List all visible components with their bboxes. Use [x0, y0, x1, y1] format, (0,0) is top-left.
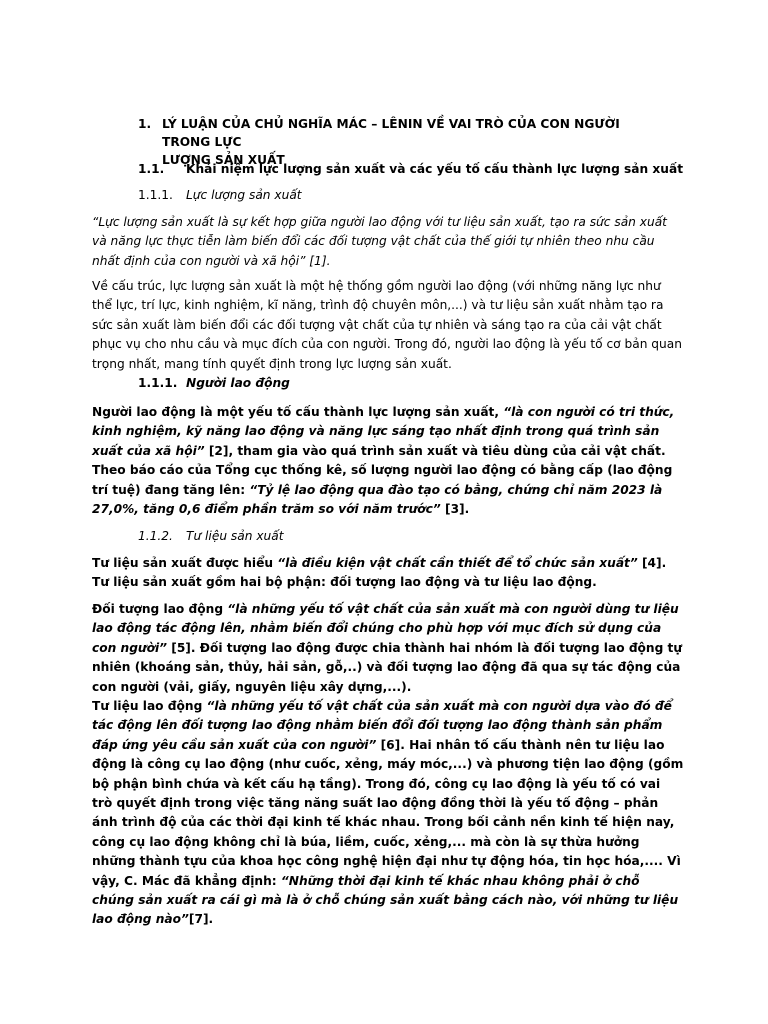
- quote-run: “là những yếu tố vật chất của sản xuất mà con người dùng tư liệu lao động tác động lên, nhằm biến đổi chúng cho phù hợp với mục đích sử dụng của con người”: [92, 602, 679, 655]
- heading-number: 1.1.1.: [138, 376, 178, 390]
- text-run: [3].: [440, 502, 470, 517]
- heading-number: 1.1.1.: [138, 188, 173, 202]
- text-run: [2], tham gia vào quá trình sản xuất và tiêu dùng của cải vật chất. Theo báo cáo của Tổng cục thống kê, số lượng người lao động có bằng cấp (lao động trí tuệ) đang tăng lên:: [92, 443, 673, 497]
- body-paragraph: [92, 600, 684, 697]
- heading-tu-lieu-san-xuat: [138, 527, 284, 545]
- text-run: Tư liệu sản xuất được hiểu: [92, 556, 278, 570]
- heading-number: 1.1.: [138, 162, 165, 176]
- text-run: [5]. Đối tượng lao động được chia thành hai nhóm là đối tượng lao động tự nhiên (khoáng sản, thủy, hải sản, gỗ,..) và đối tượng lao động đã qua sự tác động của con người (vải, giấy, nguyên liệu xây dựng,...).: [92, 640, 683, 694]
- text-run: Người lao động là một yếu tố cấu thành lực lượng sản xuất,: [92, 405, 504, 419]
- body-paragraph: [92, 697, 684, 930]
- quote-run: “Những thời đại kinh tế khác nhau không phải ở chỗ chúng sản xuất ra cái gì mà là ở chỗ chúng sản xuất bằng cách nào, với những tư liệu lao động nào”: [92, 873, 679, 927]
- text-run: Đối tượng lao động: [92, 602, 228, 616]
- text-run: [7].: [188, 912, 214, 927]
- heading-text: Khái niệm lực lượng sản xuất và các yếu tố cấu thành lực lượng sản xuất: [186, 162, 684, 176]
- body-paragraph: [92, 554, 684, 593]
- heading-text-line-2: LƯỢNG SẢN XUẤT: [162, 153, 285, 167]
- quote-paragraph: “Lực lượng sản xuất là sự kết hợp giữa người lao động với tư liệu sản xuất, tạo ra sức sản xuất và năng lực thực tiễn làm biến đổi các đối tượng vật chất của thế giới tự nhiên theo nhu cầu nhất định của con người và xã hội” [1].: [92, 215, 667, 268]
- heading-text: Lực lượng sản xuất: [186, 188, 302, 202]
- heading-level-2: [138, 160, 683, 178]
- quote-run: “là những yếu tố vật chất của sản xuất mà con người dựa vào đó để tác động lên đối tượng lao động nhằm biến đổi đối tượng lao động thành sản phẩm đáp ứng yêu cầu sản xuất của con người”: [92, 699, 672, 752]
- heading-number: 1.1.2.: [138, 529, 173, 543]
- text-run: [4]. Tư liệu sản xuất gồm hai bộ phận: đối tượng lao động và tư liệu lao động.: [92, 556, 667, 590]
- body-paragraph: [92, 403, 684, 519]
- text-run: Tư liệu lao động: [92, 699, 207, 713]
- quote-run: “Tỷ lệ lao động qua đào tạo có bằng, chứng chỉ năm 2023 là 27,0%, tăng 0,6 điểm phần trăm so với năm trước”: [92, 482, 663, 517]
- heading-text-line-1: LÝ LUẬN CỦA CHỦ NGHĨA MÁC – LÊNIN VỀ VAI TRÒ CỦA CON NGƯỜI TRONG LỰC: [162, 117, 620, 149]
- body-paragraph: Về cấu trúc, lực lượng sản xuất là một hệ thống gồm người lao động (với những năng lực như thể lực, trí lực, kinh nghiệm, kĩ năng, trình độ chuyên môn,...) và tư liệu sản xuất nhằm tạo ra sức sản xuất làm biến đổi các đối tượng vật chất của tự nhiên và sáng tạo ra của cải vật chất phục vụ cho nhu cầu và mục đích của con người. Trong đó, người lao động là yếu tố cơ bản quan trọng nhất, mang tính quyết định trong lực lượng sản xuất.: [92, 279, 682, 371]
- heading-llsx: [138, 186, 302, 204]
- quote-run: “là điều kiện vật chất cần thiết để tổ chức sản xuất”: [277, 556, 638, 570]
- quote-run: “là con người có tri thức, kinh nghiệm, kỹ năng lao động và năng lực sáng tạo nhất định trong quá trình sản xuất của xã hội”: [92, 405, 675, 458]
- heading-text: Người lao động: [186, 376, 290, 390]
- heading-text: Tư liệu sản xuất: [186, 529, 284, 543]
- text-run: [6]. Hai nhân tố cấu thành nên tư liệu lao động là công cụ lao động (như cuốc, xẻng, máy móc,...) và phương tiện lao động (gồm bộ phận bình chứa và kết cấu hạ tầng). Trong đó, công cụ lao động là yếu tố có vai trò quyết định trong việc tăng năng suất lao động đồng thời là yếu tố động – phản ánh trình độ của các thời đại kinh tế khác nhau. Trong bối cảnh nền kinh tế hiện nay, công cụ lao động không chỉ là búa, liềm, cuốc, xẻng,... mà còn là sự thừa hưởng những thành tựu của khoa học công nghệ hiện đại như tự động hóa, tin học hóa,.... Vì vậy, C. Mác đã khẳng định:: [92, 737, 684, 888]
- heading-number: 1.: [138, 117, 152, 131]
- heading-nguoi-lao-dong: [138, 374, 290, 392]
